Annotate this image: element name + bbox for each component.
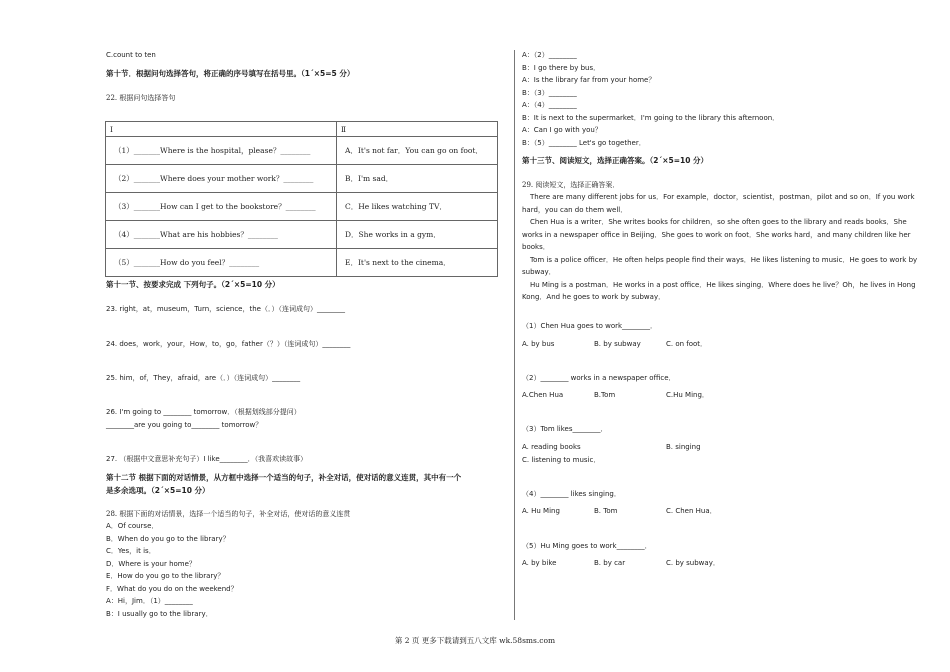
question-cell: （3）_______How can I get to the bookstore？________ — [106, 193, 337, 221]
dialog-line: B：（3）________ — [522, 89, 577, 97]
passage-line: Tom is a police officer．He often helps people find their ways．He likes listening to music．He goes to work by — [530, 256, 918, 264]
answer-option: C. listening to music． — [522, 456, 601, 464]
section-12-title-line1: 第十二节 根据下面的对话情景，从方框中选择一个适当的句子，补全对话，使对话的意义连贯，其中有一个 — [106, 473, 462, 482]
q23: 23. right，at，museum，Turn，science，the（．）（连词成句）________ — [106, 305, 345, 313]
dialog-line: A：Hi，Jim．（1）________ — [106, 597, 193, 605]
answer-option: C. Chen Hua． — [666, 507, 717, 515]
prev-option-c: C.count to ten — [106, 51, 156, 59]
answer-option: A. reading books — [522, 443, 581, 451]
question-cell: （1）_______Where is the hospital，please？________ — [106, 137, 337, 165]
answer-option: C.Hu Ming． — [666, 391, 709, 399]
q27: 27. （根据中文意思补充句子）I like________．（我喜欢读故事） — [106, 455, 308, 463]
q24: 24. does，work，your，How，to，go，father（？）（连词成句）________ — [106, 340, 351, 348]
section-13-title: 第十三节、阅读短文，选择正确答案。（2´×5=10 分） — [522, 156, 709, 165]
option-b: B．When do you go to the library？ — [106, 535, 230, 543]
dialog-line: B：It is next to the supermarket．I'm going to the library this afternoon． — [522, 114, 780, 122]
passage-line: There are many different jobs for us．For example，doctor，scientist，postman，pilot and so on．If you work — [530, 193, 915, 201]
passage-line: books． — [522, 243, 550, 251]
question-cell: （2）_______Where does your mother work？________ — [106, 165, 337, 193]
dialog-line: A：Can I go with you？ — [522, 126, 602, 134]
answer-cell: B．I'm sad． — [337, 165, 498, 193]
answer-option: B. by subway — [594, 340, 641, 348]
reading-question-4: （4）________ likes singing． — [522, 490, 621, 498]
passage-line: Kong．And he goes to work by subway． — [522, 293, 666, 301]
dialog-line: B：I usually go to the library． — [106, 610, 213, 618]
dialog-line: A：（4）________ — [522, 101, 577, 109]
page-footer: 第 2 页 更多下载请到五八文库 wk.58sms.com — [394, 636, 556, 645]
answer-option: B. singing — [666, 443, 701, 451]
answer-cell: A．It's not far．You can go on foot． — [337, 137, 498, 165]
dialog-line: A：Is the library far from your home？ — [522, 76, 656, 84]
table-row — [106, 249, 498, 277]
answer-option: C. on foot． — [666, 340, 708, 348]
option-e: E．How do you go to the library？ — [106, 572, 225, 580]
section-10-title: 第十节．根据问句选择答句，将正确的序号填写在括号里。（1´×5=5 分） — [106, 69, 355, 78]
answer-option: A. by bus — [522, 340, 555, 348]
answer-option: C. by subway． — [666, 559, 720, 567]
section-11-title: 第十一节、按要求完成 下列句子。（2´×5=10 分） — [106, 280, 280, 289]
matching-table — [105, 121, 498, 277]
table-header-col2: Ⅱ — [337, 122, 498, 137]
dialog-line: A：（2）________ — [522, 51, 577, 59]
answer-option: B. by car — [594, 559, 626, 567]
table-row — [106, 165, 498, 193]
answer-option: B. Tom — [594, 507, 618, 515]
passage-line: Hu Ming is a postman．He works in a post office．He likes singing．Where does he live？Oh，he lives in Hong — [530, 281, 916, 289]
option-d: D．Where is your home？ — [106, 560, 196, 568]
question-cell: （4）_______What are his hobbies？________ — [106, 221, 337, 249]
q26-line1: 26. I'm going to ________ tomorrow．（根据划线部分提问） — [106, 408, 301, 416]
q28-title: 28. 根据下面的对话情景，选择一个适当的句子，补全对话，使对话的意义连贯 — [106, 510, 351, 518]
q26-line2: ________are you going to________ tomorrow？ — [106, 421, 263, 429]
passage-line: Chen Hua is a writer．She writes books for children，so she often goes to the library and reads books．She — [530, 218, 907, 226]
section-12-title-line2: 是多余选项。（2´×5=10 分） — [106, 486, 210, 495]
reading-question-1: （1）Chen Hua goes to work________． — [522, 322, 658, 330]
q29-title: 29. 阅读短文，选择正确答案． — [522, 181, 620, 189]
dialog-line: B：I go there by bus． — [522, 64, 601, 72]
answer-option: A. by bike — [522, 559, 557, 567]
answer-option: A. Hu Ming — [522, 507, 560, 515]
reading-question-3: （3）Tom likes________． — [522, 425, 608, 433]
q25: 25. him，of，They，afraid，are（．）（连词成句）________ — [106, 374, 301, 382]
option-a: A．Of course． — [106, 522, 159, 530]
table-row — [106, 137, 498, 165]
table-row — [106, 193, 498, 221]
answer-cell: E．It's next to the cinema． — [337, 249, 498, 277]
option-f: F．What do you do on the weekend？ — [106, 585, 238, 593]
question-cell: （5）_______How do you feel？________ — [106, 249, 337, 277]
passage-line: works in a newspaper office in Beijing．She goes to work on foot．She works hard，and many children like her — [522, 231, 911, 239]
option-c: C．Yes，it is． — [106, 547, 156, 555]
column-divider — [514, 50, 515, 620]
dialog-line: B：（5）________ Let's go together． — [522, 139, 646, 147]
q22-title: 22. 根据问句选择答句 — [106, 94, 176, 102]
answer-cell: D．She works in a gym． — [337, 221, 498, 249]
passage-line: hard，you can do them well． — [522, 206, 628, 214]
answer-cell: C．He likes watching TV． — [337, 193, 498, 221]
passage-line: subway． — [522, 268, 556, 276]
reading-question-5: （5）Hu Ming goes to work________． — [522, 542, 652, 550]
table-header-col1: Ⅰ — [106, 122, 337, 137]
reading-question-2: （2）________ works in a newspaper office． — [522, 374, 676, 382]
table-row — [106, 221, 498, 249]
answer-option: A.Chen Hua — [522, 391, 564, 399]
answer-option: B.Tom — [594, 391, 616, 399]
